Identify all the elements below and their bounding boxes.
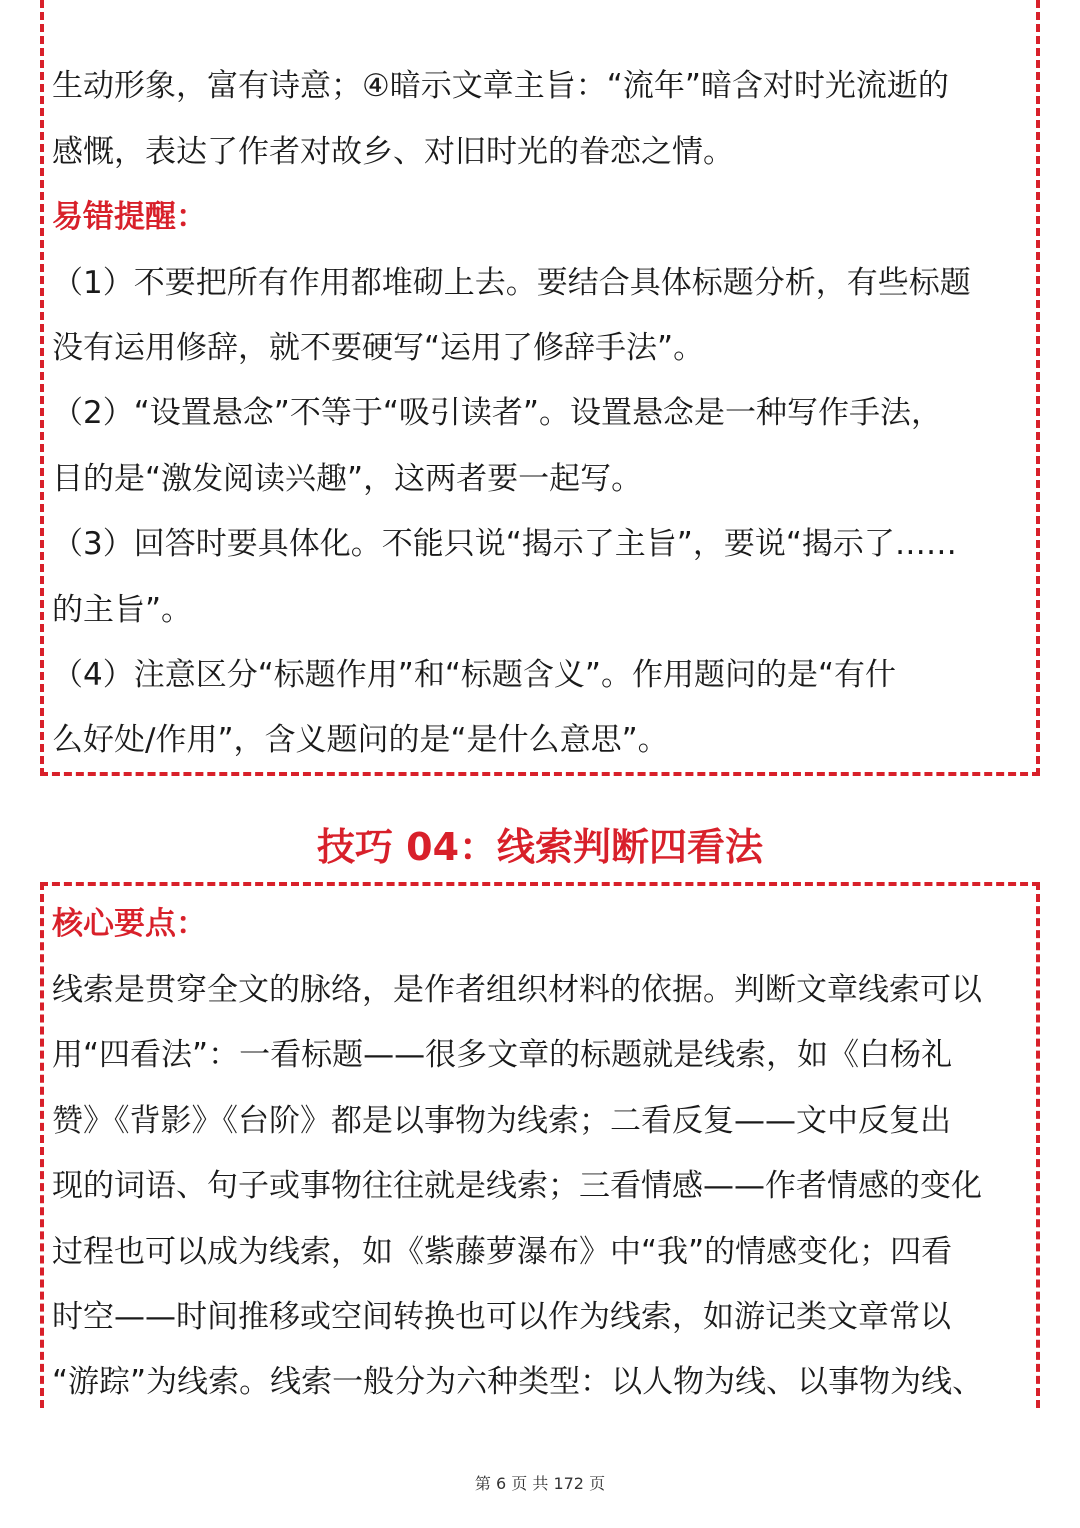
section-title: 技巧 04：线索判断四看法	[316, 825, 764, 869]
text-line: 赞》《背影》《台阶》都是以事物为线索；二看反复——文中反复出	[52, 1103, 951, 1139]
tip-line: （1）不要把所有作用都堆砌上去。要结合具体标题分析，有些标题	[52, 265, 971, 301]
core-points-heading: 核心要点：	[52, 906, 207, 942]
text-line: 线索是贯穿全文的脉络，是作者组织材料的依据。判断文章线索可以	[52, 972, 982, 1008]
tip-line: 没有运用修辞，就不要硬写“运用了修辞手法”。	[52, 330, 705, 366]
mistake-tips-heading: 易错提醒：	[52, 199, 207, 235]
tip-line: （4）注意区分“标题作用”和“标题含义”。作用题问的是“有什	[52, 657, 897, 693]
tip-line: 目的是“激发阅读兴趣”，这两者要一起写。	[52, 461, 643, 497]
tip-line: （2）“设置悬念”不等于“吸引读者”。设置悬念是一种写作手法，	[52, 395, 942, 431]
text-line: 用“四看法”：一看标题——很多文章的标题就是线索，如《白杨礼	[52, 1037, 953, 1073]
text-line: 现的词语、句子或事物往往就是线索；三看情感——作者情感的变化	[52, 1168, 982, 1204]
page-number: 第 6 页 共 172 页	[474, 1474, 606, 1493]
tip-line: （3）回答时要具体化。不能只说“揭示了主旨”，要说“揭示了……	[52, 526, 957, 562]
text-line: 生动形象，富有诗意；④暗示文章主旨：“流年”暗含对时光流逝的	[52, 68, 949, 104]
text-line: 感慨，表达了作者对故乡、对旧时光的眷恋之情。	[52, 134, 734, 170]
tip-line: 么好处/作用”，含义题问的是“是什么意思”。	[52, 722, 669, 758]
tip-line: 的主旨”。	[52, 592, 193, 628]
text-line: 时空——时间推移或空间转换也可以作为线索，如游记类文章常以	[52, 1299, 951, 1335]
text-line: 过程也可以成为线索，如《紫藤萝瀑布》中“我”的情感变化；四看	[52, 1234, 953, 1270]
text-line: “游踪”为线索。线索一般分为六种类型：以人物为线、以事物为线、	[52, 1364, 984, 1400]
